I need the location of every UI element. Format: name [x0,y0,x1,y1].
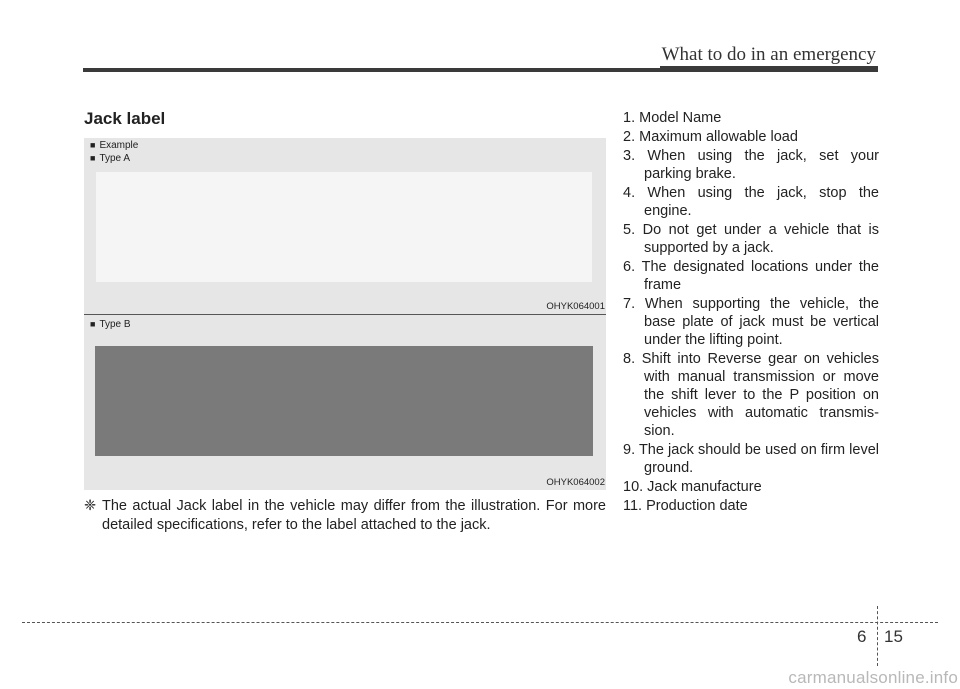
figure-label: ■ Type B [90,319,131,330]
figure-divider [84,314,606,315]
list-item: 3. When using the jack, set your parking brake. [623,148,879,182]
figure-label: ■ Type A [90,153,131,164]
figure-type-b [84,314,606,490]
square-bullet-icon: ■ [90,140,96,150]
list-item: 4. When using the jack, stop the engine. [623,185,879,219]
note-mark-icon: ❈ [84,498,97,514]
list-item: 7. When supporting the vehicle, the base plate of jack must be vertical under the lifting point. [623,296,879,348]
footer-dashed-rule [22,622,938,623]
footer-vertical-rule [877,606,878,666]
list-item: 11. Production date [623,498,748,514]
jack-label-image-b [95,346,593,456]
note-text: The actual Jack label in the vehicle may differ from the illustration. For more detailed specifications, refer to the label attached to the jack. [102,498,606,533]
figure-code: OHYK064002 [546,477,605,488]
square-bullet-icon: ■ [90,319,96,329]
figure-code: OHYK064001 [546,301,605,312]
chapter-number: 6 [857,627,867,646]
figure-type-a [84,138,606,314]
list-item: 2. Maximum allowable load [623,129,798,145]
figure-label: ■ Example [90,140,139,151]
watermark: carmanualsonline.info [788,668,958,687]
header-rule-accent [660,66,878,72]
square-bullet-icon: ■ [90,153,96,163]
header-title: What to do in an emergency [661,44,876,65]
list-item: 1. Model Name [623,110,722,126]
jack-label-image-a [96,172,592,282]
list-item: 5. Do not get under a vehicle that is supported by a jack. [623,222,879,256]
note [84,497,606,535]
section-title: Jack label [84,109,166,128]
list-item: 9. The jack should be used on firm level ground. [623,442,879,476]
label-legend-list [623,109,879,516]
list-item: 6. The designated locations under the frame [623,259,879,293]
list-item: 10. Jack manufacture [623,479,762,495]
page-number: 15 [884,627,903,646]
list-item: 8. Shift into Reverse gear on vehicles with manual transmission or move the shift lever to the P position on vehicles with automatic transmis-sion. [623,351,879,439]
